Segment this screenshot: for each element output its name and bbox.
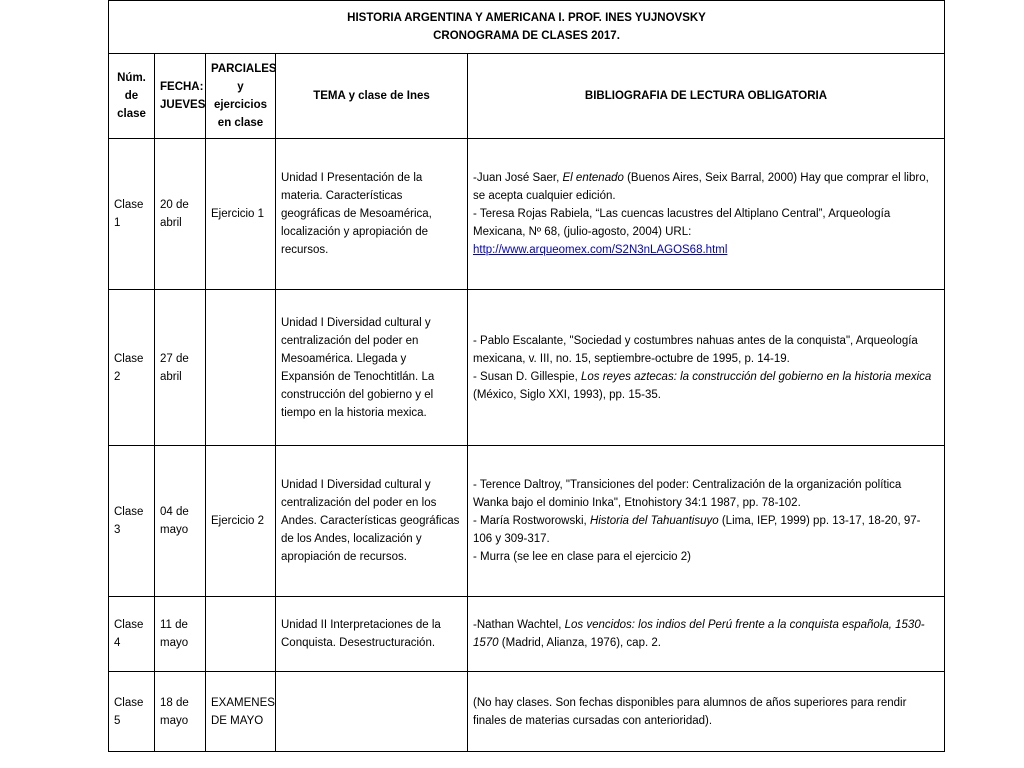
class-exercise <box>206 597 276 672</box>
reference-url-link[interactable]: http://www.arqueomex.com/S2N3nLAGOS68.html <box>473 244 728 256</box>
class-exercise <box>206 290 276 446</box>
class-exercise: Ejercicio 2 <box>206 446 276 597</box>
reference <box>473 169 939 205</box>
table-row <box>109 672 945 752</box>
header-tema: TEMA y clase de Ines <box>276 54 468 139</box>
reference-text: (Buenos Aires, Seix Barral, 2000) Hay que comprar el libro, se acepta cualquier edición. <box>473 172 929 202</box>
reference-text: - Teresa Rojas Rabiela, “Las cuencas lacustres del Altiplano Central”, Arqueología Mexicana, Nº 68, (julio-agosto, 2004) URL: <box>473 208 891 238</box>
class-bibliography <box>468 446 945 597</box>
class-date: 20 de abril <box>155 139 206 290</box>
table-row <box>109 446 945 597</box>
class-bibliography <box>468 672 945 752</box>
class-topic <box>276 672 468 752</box>
reference <box>473 368 939 404</box>
class-exercise: EXAMENES DE MAYO <box>206 672 276 752</box>
class-number: Clase 1 <box>109 139 155 290</box>
document-title <box>109 1 945 54</box>
table-row <box>109 290 945 446</box>
reference <box>473 205 939 259</box>
class-number: Clase 5 <box>109 672 155 752</box>
schedule-table <box>108 0 945 752</box>
header-biblio: BIBLIOGRAFIA DE LECTURA OBLIGATORIA <box>468 54 945 139</box>
reference: (No hay clases. Son fechas disponibles para alumnos de años superiores para rendir finales de materias cursadas con anterioridad). <box>473 696 907 727</box>
reference-text: (México, Siglo XXI, 1993), pp. 15-35. <box>473 388 661 401</box>
table-row <box>109 139 945 290</box>
header-num: Núm. de clase <box>109 54 155 139</box>
class-exercise: Ejercicio 1 <box>206 139 276 290</box>
reference-text: -Juan José Saer, <box>473 172 563 184</box>
reference-title: Historia del Tahuantisuyo <box>589 515 719 527</box>
schedule-title: CRONOGRAMA DE CLASES 2017. <box>433 30 620 42</box>
reference-text: (Madrid, Alianza, 1976), cap. 2. <box>498 637 661 649</box>
class-number: Clase 3 <box>109 446 155 597</box>
class-bibliography <box>468 139 945 290</box>
class-date: 18 de mayo <box>155 672 206 752</box>
reference-title: Los reyes aztecas: la construcción del gobierno en la historia mexica <box>581 370 932 383</box>
class-bibliography <box>468 290 945 446</box>
reference-title: El entenado <box>562 172 624 184</box>
reference: - Terence Daltroy, "Transiciones del poder: Centralización de la organización política Wanka bajo el dominio Inka", Etnohistory 34:1 1987, pp. 78-102. <box>473 479 902 509</box>
class-date: 11 de mayo <box>155 597 206 672</box>
reference-title: Los vencidos: los indios del Perú frente a la conquista española, 1530-1570 <box>473 619 925 649</box>
class-date: 04 de mayo <box>155 446 206 597</box>
class-topic: Unidad I Diversidad cultural y centralización del poder en los Andes. Características geográficas de los Andes, localización y apropiación de recursos. <box>276 446 468 597</box>
table-row <box>109 597 945 672</box>
reference-text: (Lima, IEP, 1999) pp. 13-17, 18-20, 97-106 y 309-317. <box>473 515 921 545</box>
title-row <box>109 1 945 54</box>
reference <box>473 512 939 548</box>
class-number: Clase 2 <box>109 290 155 446</box>
class-topic: Unidad II Interpretaciones de la Conquista. Desestructuración. <box>276 597 468 672</box>
reference-text: - María Rostworowski, <box>473 515 590 527</box>
reference-text: -Nathan Wachtel, <box>473 619 565 631</box>
header-row <box>109 54 945 139</box>
class-topic: Unidad I Presentación de la materia. Características geográficas de Mesoamérica, localización y apropiación de recursos. <box>276 139 468 290</box>
class-bibliography <box>468 597 945 672</box>
header-fecha: FECHA: JUEVES <box>155 54 206 139</box>
class-topic: Unidad I Diversidad cultural y centralización del poder en Mesoamérica. Llegada y Expansión de Tenochtitlán. La construcción del gobierno y el tiempo en la historia mexica. <box>276 290 468 446</box>
class-date: 27 de abril <box>155 290 206 446</box>
course-title: HISTORIA ARGENTINA Y AMERICANA I. PROF. INES YUJNOVSKY <box>347 12 706 24</box>
reference: - Pablo Escalante, "Sociedad y costumbres nahuas antes de la conquista", Arqueología mexicana, v. III, no. 15, septiembre-octubre de 1995, p. 14-19. <box>473 334 918 365</box>
reference-text: - Susan D. Gillespie, <box>473 370 582 383</box>
reference <box>473 616 939 652</box>
header-parciales: PARCIALES y ejercicios en clase <box>206 54 276 139</box>
class-number: Clase 4 <box>109 597 155 672</box>
reference: - Murra (se lee en clase para el ejercicio 2) <box>473 551 691 563</box>
